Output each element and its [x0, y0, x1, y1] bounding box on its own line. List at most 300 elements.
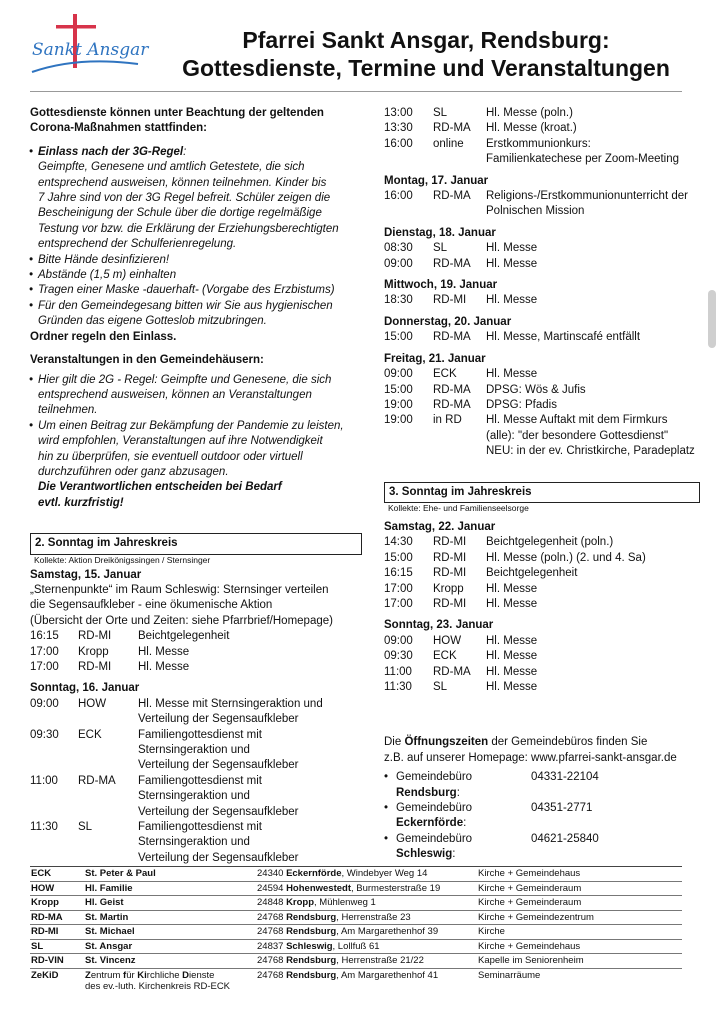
rule-3g-line: Bescheinigung der Schule über die dortige regelmäßige	[38, 207, 322, 220]
rules-list	[30, 145, 362, 253]
event-time: 17:00	[30, 645, 59, 658]
event-place: RD-MA	[433, 190, 471, 203]
legend-row	[30, 969, 682, 994]
rule-3g-title: Einlass nach der 3G-Regel	[38, 145, 184, 158]
sternsinger-note-line: (Übersicht der Orte und Zeiten: siehe Pfarrbrief/Homepage)	[30, 614, 333, 627]
event-description-line: Hl. Messe	[486, 665, 538, 678]
week2-collekte: Kollekte: Aktion Dreikönigssingen / Sternsinger	[34, 554, 211, 565]
event-time: 09:00	[384, 368, 413, 381]
sternsinger-note-line: „Sternenpunkte“ im Raum Schleswig: Sternsinger verteilen	[30, 583, 329, 596]
event-description-line: (alle): "der besondere Gottesdienst"	[486, 429, 669, 442]
legend-town: Eckernförde	[286, 868, 342, 879]
location-legend-table	[30, 866, 682, 994]
ordner-note: Ordner regeln den Einlass.	[30, 330, 177, 343]
event-row	[384, 551, 700, 566]
event-time: 11:30	[384, 681, 412, 693]
events-rule-item	[30, 373, 362, 419]
legend-zip: 24768	[257, 911, 287, 923]
legend-town: Rendsburg	[286, 911, 337, 923]
event-time: 16:15	[384, 567, 413, 580]
legend-street: , Herrenstraße 21/22	[336, 955, 424, 966]
event-time: 14:30	[384, 536, 413, 549]
event-place: RD-MA	[433, 257, 471, 270]
legend-use: Seminarräume	[478, 969, 541, 981]
event-description	[486, 241, 700, 256]
events-rule-line: teilnehmen.	[38, 404, 98, 417]
event-time: 16:15	[30, 630, 59, 643]
event-place: HOW	[433, 634, 462, 647]
event-row	[30, 820, 362, 866]
legend-church: St. Michael	[85, 926, 135, 937]
rule-3g-text	[38, 160, 362, 252]
event-description	[486, 398, 700, 413]
sternsinger-note-line: die Segensaufkleber - eine ökumenische Aktion	[30, 599, 273, 612]
event-description-line: Polnischen Mission	[486, 205, 585, 218]
responsible-line: evtl. kurzfristig!	[38, 496, 124, 509]
logo-text: Sankt Ansgar	[32, 40, 149, 60]
event-place: RD-MA	[433, 331, 471, 344]
legend-street: , Herrenstraße 23	[336, 911, 411, 923]
hygiene-item-line: • Tragen einer Maske -dauerhaft- (Vorgabe des Erzbistums)	[38, 284, 335, 297]
notice-intro-line: Corona-Maßnahmen stattfinden:	[30, 122, 207, 135]
legend-address	[257, 868, 478, 880]
legend-church: St. Vincenz	[85, 955, 136, 966]
saturday-events	[30, 629, 362, 675]
event-description-line: Beichtgelegenheit	[138, 630, 230, 643]
event-row	[384, 634, 700, 649]
event-description-line: Hl. Messe	[486, 582, 538, 595]
legend-address	[257, 897, 478, 909]
office-intro	[384, 735, 700, 750]
event-description	[486, 121, 700, 136]
day-heading: Dienstag, 18. Januar	[384, 226, 496, 239]
event-description	[486, 597, 700, 612]
event-time: 15:00	[384, 331, 413, 344]
legend-street: , Lollfuß 61	[332, 940, 380, 952]
event-time: 13:30	[384, 122, 413, 135]
day-heading: Montag, 17. Januar	[384, 174, 489, 187]
event-place: RD-MA	[433, 665, 471, 678]
event-place: in RD	[433, 414, 462, 427]
week3-schedule	[384, 520, 700, 695]
legend-use: Kirche	[478, 926, 505, 937]
event-place: RD-MA	[433, 383, 471, 396]
legend-church: Hl. Geist	[85, 897, 124, 908]
event-time: 17:00	[384, 582, 413, 595]
event-row	[384, 665, 700, 680]
event-description	[486, 413, 700, 459]
event-place: ECK	[433, 368, 457, 381]
event-description-line: Hl. Messe Auftakt mit dem Firmkurs	[486, 414, 668, 427]
office-suffix: :	[463, 817, 467, 830]
event-description-line: NEU: in der ev. Christkirche, Paradeplatz	[486, 445, 695, 458]
legend-zip: 24768	[257, 969, 287, 981]
event-place: RD-MI	[433, 597, 467, 610]
event-description	[486, 535, 700, 550]
event-description-line: Hl. Messe (kroat.)	[486, 122, 577, 135]
office-text: der Gemeindebüros finden Sie	[488, 736, 648, 749]
sunday-events	[30, 697, 362, 866]
header-divider	[30, 91, 682, 92]
legend-address	[257, 926, 478, 938]
legend-address	[257, 883, 478, 895]
event-row	[30, 697, 362, 728]
legend-church-initial: Ki	[137, 969, 147, 981]
event-place: RD-MA	[433, 398, 471, 411]
legend-church	[85, 970, 257, 993]
event-row	[30, 629, 362, 644]
event-description-line: Hl. Messe	[138, 661, 190, 673]
day-events	[384, 330, 700, 345]
events-rule-line: wird empfohlen, Veranstaltungen auf ihre Notwendigkeit	[38, 435, 323, 448]
events-rule-line: durchzuführen oder ganz abzusagen.	[38, 465, 229, 478]
event-description	[486, 551, 700, 566]
event-row	[384, 582, 700, 597]
event-description-line: DPSG: Pfadis	[486, 398, 557, 411]
hygiene-item-line: • Bitte Hände desinfizieren!	[38, 253, 170, 266]
day-heading: Sonntag, 23. Januar	[384, 619, 494, 632]
legend-street: , Mühlenweg 1	[314, 897, 376, 908]
legend-church-initial: D	[182, 969, 190, 981]
legend-church-line	[85, 970, 257, 982]
event-row	[384, 137, 700, 168]
office-name	[384, 770, 531, 801]
events-rule-line: hin zu überprüfen, sie eventuell outdoor oder virtuell	[38, 450, 303, 463]
event-description	[486, 137, 700, 168]
event-row	[384, 241, 700, 256]
event-description	[486, 634, 700, 649]
office-item	[384, 801, 700, 832]
left-column	[30, 106, 362, 866]
event-place: RD-MI	[433, 294, 467, 307]
day-events	[384, 293, 700, 308]
legend-church: St. Ansgar	[85, 940, 133, 952]
legend-zip: 24848	[257, 897, 287, 908]
event-description-line: Hl. Messe	[486, 597, 538, 610]
event-description-line: DPSG: Wös & Jufis	[486, 383, 586, 396]
event-row	[30, 645, 362, 660]
event-row	[384, 189, 700, 220]
legend-address	[257, 912, 478, 924]
event-time: 19:00	[384, 398, 413, 411]
hygiene-item-line: Gründen das eigene Gotteslob mitzubringen.	[38, 315, 267, 328]
rule-3g-line: Geimpfte, Genesene und amtlich Getestete, die sich	[38, 161, 305, 174]
legend-use: Kirche + Gemeindehaus	[478, 868, 581, 879]
legend-zip: 24837	[257, 940, 287, 952]
office-prefix: Gemeindebüro	[396, 832, 473, 845]
event-description	[486, 383, 700, 398]
day-heading: Samstag, 15. Januar	[30, 568, 142, 581]
event-description-line: Verteilung der Segensaufkleber	[138, 713, 299, 726]
legend-address	[257, 955, 478, 967]
event-description	[138, 629, 362, 644]
corona-notice	[30, 106, 362, 511]
hygiene-list	[30, 253, 362, 330]
event-time: 17:00	[30, 661, 59, 673]
page-title: Pfarrei Sankt Ansgar, Rendsburg:	[242, 27, 610, 53]
day-heading: Freitag, 21. Januar	[384, 352, 486, 365]
event-description	[486, 257, 700, 272]
legend-address	[257, 970, 478, 993]
event-place: RD-MI	[433, 567, 467, 580]
legend-zip: 24768	[257, 926, 287, 937]
event-time: 11:00	[384, 665, 412, 678]
event-row	[30, 774, 362, 820]
day-events	[384, 189, 700, 220]
events-rules-list	[30, 373, 362, 481]
rule-3g-line: entsprechend ausweisen, können teilnehmen. Kinder bis	[38, 176, 327, 189]
event-row	[30, 728, 362, 774]
page-subtitle: Gottesdienste, Termine und Veranstaltungen	[182, 55, 670, 81]
event-time: 11:00	[30, 774, 58, 787]
office-prefix: Gemeindebüro	[396, 802, 473, 815]
event-description-line: Erstkommunionkurs:	[486, 137, 591, 150]
legend-use: Kapelle im Seniorenheim	[478, 955, 584, 966]
notice-intro	[30, 106, 362, 137]
office-homepage: z.B. auf unserer Homepage: www.pfarrei-sankt-ansgar.de	[384, 751, 677, 764]
event-description-line: Familienkatechese per Zoom-Meeting	[486, 153, 680, 166]
event-description	[486, 582, 700, 597]
office-town: Rendsburg	[396, 786, 457, 799]
event-description	[486, 566, 700, 581]
event-description	[486, 330, 700, 345]
event-description-line: Verteilung der Segensaufkleber	[138, 759, 299, 772]
event-row	[384, 398, 700, 413]
day-heading: Mittwoch, 19. Januar	[384, 279, 498, 292]
week3-collekte: Kollekte: Ehe- und Familienseelsorge	[388, 502, 529, 513]
legend-church-rest: ür	[126, 969, 138, 981]
events-heading: Veranstaltungen in den Gemeindehäusern:	[30, 354, 264, 367]
legend-church-line: des ev.-luth. Kirchenkreis RD-ECK	[85, 981, 231, 992]
events-rule-line: entsprechend ausweisen, können an Veranstaltungen	[38, 388, 312, 401]
event-time: 08:30	[384, 242, 413, 255]
event-description	[138, 645, 362, 660]
legend-church: St. Martin	[85, 911, 129, 923]
events-rule-line: • Hier gilt die 2G - Regel: Geimpfte und Genesene, die sich	[38, 373, 332, 386]
hygiene-item-line: • Für den Gemeindegesang bitten wir Sie aus hygienischen	[38, 299, 333, 312]
legend-code: HOW	[31, 882, 55, 894]
legend-row	[30, 925, 682, 940]
responsible-note	[30, 480, 362, 511]
event-time: 16:00	[384, 190, 413, 203]
legend-street: , Burmesterstraße 19	[351, 882, 441, 894]
day-events	[384, 367, 700, 459]
office-suffix: :	[452, 848, 456, 861]
event-time: 19:00	[384, 414, 413, 427]
office-name	[384, 801, 531, 832]
legend-zip: 24594	[257, 882, 287, 894]
event-description	[138, 820, 362, 866]
event-description-line: Hl. Messe	[138, 645, 190, 658]
legend-church-rest: rchliche	[146, 969, 183, 981]
event-place: Kropp	[433, 582, 464, 595]
scrollbar[interactable]	[708, 290, 716, 348]
event-row	[384, 413, 700, 459]
office-phone: 04621-25840	[531, 832, 599, 845]
event-place: RD-MI	[78, 630, 112, 643]
legend-use: Kirche + Gemeinderaum	[478, 897, 582, 908]
weekday-schedule	[384, 174, 700, 460]
event-description-line: Hl. Messe	[486, 242, 538, 255]
event-row	[384, 566, 700, 581]
hygiene-item	[30, 283, 362, 298]
event-place: SL	[433, 681, 448, 693]
day-heading: Sonntag, 16. Januar	[30, 682, 140, 695]
event-description	[138, 728, 362, 774]
office-town: Schleswig	[396, 848, 453, 861]
event-description-line: Sternsingeraktion und	[138, 744, 250, 757]
legend-town: Kropp	[286, 897, 315, 908]
event-row	[384, 106, 700, 121]
legend-street: , Am Margarethenhof 41	[336, 969, 439, 981]
event-description-line: Hl. Messe	[486, 368, 538, 381]
office-text-bold: Öffnungszeiten	[404, 736, 489, 749]
week2-title: 2. Sonntag im Jahreskreis	[30, 533, 362, 554]
event-row	[384, 649, 700, 664]
legend-code: RD-MI	[31, 926, 59, 937]
office-suffix: :	[456, 786, 460, 799]
event-description-line: Hl. Messe	[486, 294, 538, 307]
legend-church-rest: ienste	[189, 969, 215, 981]
office-phone: 04351-2771	[531, 802, 593, 815]
event-description-line: Verteilung der Segensaufkleber	[138, 851, 299, 864]
legend-code: SL	[31, 940, 44, 952]
sunday-continued-events	[384, 106, 700, 168]
event-description-line: Religions-/Erstkommunionunterricht der	[486, 190, 688, 203]
hygiene-item	[30, 253, 362, 268]
hygiene-item	[30, 268, 362, 283]
event-place: RD-MA	[433, 122, 471, 135]
legend-code: RD-VIN	[31, 955, 64, 966]
event-description-line: Verteilung der Segensaufkleber	[138, 805, 299, 818]
event-time: 16:00	[384, 137, 413, 150]
legend-row	[30, 911, 682, 926]
legend-town: Rendsburg	[286, 969, 337, 981]
event-place: SL	[433, 242, 448, 255]
event-row	[384, 121, 700, 136]
event-description-line: Hl. Messe	[486, 681, 538, 693]
legend-row	[30, 954, 682, 969]
event-description-line: Sternsingeraktion und	[138, 836, 250, 849]
legend-town: Rendsburg	[286, 955, 337, 966]
event-time: 09:30	[384, 650, 413, 663]
event-description-line: Hl. Messe	[486, 650, 538, 663]
event-description	[138, 660, 362, 675]
event-description	[486, 106, 700, 121]
event-row	[384, 597, 700, 612]
legend-church-initial: f	[123, 969, 127, 981]
legend-address	[257, 941, 478, 953]
event-time: 13:00	[384, 107, 413, 119]
event-description-line: Beichtgelegenheit	[486, 567, 578, 580]
event-description-line: Hl. Messe, Martinscafé entfällt	[486, 331, 641, 344]
legend-church: Hl. Familie	[85, 882, 133, 894]
event-time: 17:00	[384, 597, 413, 610]
event-description	[486, 367, 700, 382]
office-prefix: Gemeindebüro	[396, 771, 473, 784]
office-town: Eckernförde	[396, 817, 464, 830]
event-description	[486, 293, 700, 308]
office-text: Die	[384, 736, 405, 749]
hygiene-item-line: • Abstände (1,5 m) einhalten	[38, 269, 177, 282]
event-place: SL	[78, 821, 93, 834]
day-events	[384, 241, 700, 272]
day-events	[384, 634, 700, 696]
legend-street: , Am Margarethenhof 39	[336, 926, 439, 937]
event-description-line: Familiengottesdienst mit	[138, 774, 262, 787]
event-place: ECK	[433, 650, 457, 663]
event-description	[486, 649, 700, 664]
responsible-line: Die Verantwortlichen entscheiden bei Bedarf	[38, 481, 282, 494]
event-description	[138, 774, 362, 820]
event-place: HOW	[78, 697, 107, 710]
office-list	[384, 770, 700, 862]
event-time: 09:00	[30, 697, 59, 710]
event-place: SL	[433, 107, 448, 119]
event-description-line: Hl. Messe	[486, 634, 538, 647]
day-heading: Donnerstag, 20. Januar	[384, 315, 512, 328]
event-row	[384, 680, 700, 695]
rule-3g: • Einlass nach der 3G-Regel: Geimpfte, Genesene und amtlich Getestete, die sich entsprechend ausweisen, können teilnehmen. Kinder bis 7 Jahre sind von der 3G Regel befreit. Schüler zeigen die Bescheinigung der Schule über die dortige regelmäßige Testung vor bzw. die Erklärung der Erziehungsberechtigten entsprechend der Schulferienregelung.	[30, 145, 362, 253]
day-events	[384, 535, 700, 612]
event-description	[486, 665, 700, 680]
event-time: 09:30	[30, 728, 59, 741]
office-item	[384, 832, 700, 863]
legend-church-initial: Z	[85, 969, 91, 981]
week3-title: 3. Sonntag im Jahreskreis	[384, 482, 700, 503]
legend-code: RD-MA	[31, 911, 63, 923]
rule-3g-line: 7 Jahre sind von der 3G Regel befreit. Schüler zeigen die	[38, 192, 331, 205]
legend-town: Hohenwestedt	[286, 882, 351, 894]
event-description-line: Hl. Messe (poln.) (2. und 4. Sa)	[486, 551, 646, 564]
events-rule-line: • Um einen Beitrag zur Bekämpfung der Pandemie zu leisten,	[38, 419, 344, 432]
event-place: Kropp	[78, 645, 109, 658]
event-row	[384, 330, 700, 345]
legend-street: , Windebyer Weg 14	[341, 868, 428, 879]
legend-row	[30, 896, 682, 911]
event-description-line: Sternsingeraktion und	[138, 790, 250, 803]
event-place: RD-MA	[78, 774, 116, 787]
event-description	[486, 680, 700, 695]
legend-use: Kirche + Gemeinderaum	[478, 882, 582, 894]
event-description-line: Familiengottesdienst mit	[138, 821, 262, 834]
legend-zip: 24768	[257, 955, 287, 966]
office-hours	[384, 735, 700, 862]
legend-row	[30, 882, 682, 897]
legend-church-rest: entrum	[90, 969, 124, 981]
office-item	[384, 770, 700, 801]
event-row	[384, 383, 700, 398]
legend-code: Kropp	[31, 897, 59, 908]
events-rule-item	[30, 419, 362, 481]
sternsinger-note	[30, 583, 362, 629]
legend-zip: 24340	[257, 868, 287, 879]
event-row	[384, 535, 700, 550]
notice-intro-line: Gottesdienste können unter Beachtung der geltenden	[30, 107, 324, 119]
event-description-line: Hl. Messe mit Sternsingeraktion und	[138, 697, 323, 710]
office-phone: 04331-22104	[531, 771, 599, 784]
event-row	[384, 293, 700, 308]
event-description	[486, 189, 700, 220]
hygiene-item	[30, 299, 362, 330]
parish-logo	[28, 12, 149, 92]
legend-use: Kirche + Gemeindezentrum	[478, 911, 594, 923]
legend-code: ZeKiD	[31, 969, 59, 981]
event-description-line: Hl. Messe (poln.)	[486, 107, 573, 119]
event-time: 15:00	[384, 551, 413, 564]
event-description	[138, 697, 362, 728]
day-heading: Samstag, 22. Januar	[384, 520, 496, 533]
